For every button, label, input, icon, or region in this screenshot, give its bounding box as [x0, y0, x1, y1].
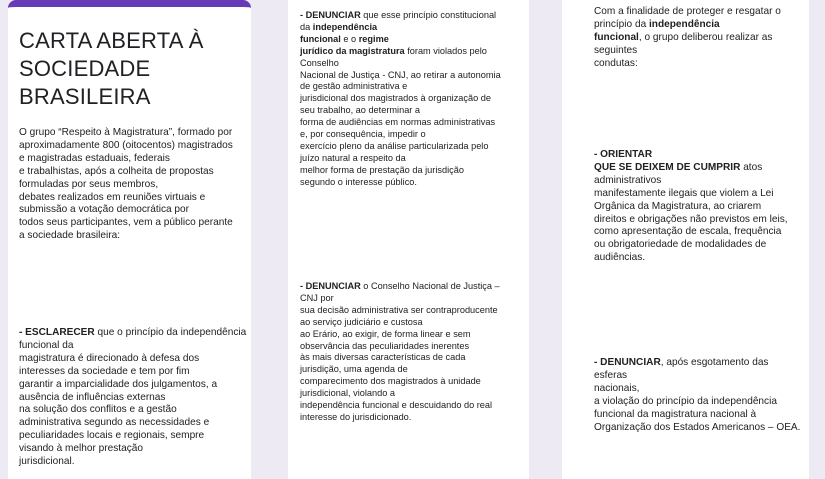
text-line: melhor forma de prestação da jurisdição	[300, 164, 464, 175]
text-line: ao Erário, ao exigir, de forma linear e sem	[300, 328, 471, 339]
bold-keyword: funcional	[594, 31, 639, 43]
text-line	[300, 22, 519, 34]
conduct-intro-paragraph	[594, 6, 799, 71]
text-span: , após esgotamento das esferas	[594, 357, 769, 381]
text-span: que esse princípio constitucional	[360, 10, 497, 20]
text-span: que o princípio da independência	[94, 327, 247, 338]
text-line: observância das peculiaridades inerentes	[300, 340, 470, 351]
denunciar-oea-paragraph	[594, 357, 804, 434]
text-line: ou obrigatoriedade de modalidades de	[594, 239, 767, 251]
text-line: audiências.	[594, 252, 646, 264]
bold-keyword: - ESCLARECER	[19, 327, 95, 338]
text-line: forma de audiências em normas administrativas	[300, 117, 496, 128]
text-line: funcional da	[19, 339, 74, 351]
denunciar-cnj-violation-paragraph	[300, 10, 519, 189]
text-line: interesses da sociedade e tem por fim	[19, 365, 190, 377]
text-line: de gestão administrativa e	[300, 81, 408, 92]
text-line: jurisdicional dos magistrados à organização de	[300, 93, 492, 104]
text-line: administrativa segundo as necessidades e	[19, 417, 210, 429]
text-line: funcional da magistratura nacional à	[594, 408, 757, 420]
text-line: ao serviço judiciário e custosa	[300, 316, 423, 327]
text-line	[594, 19, 799, 32]
bold-keyword: - DENUNCIAR	[300, 10, 361, 20]
text-line: O grupo “Respeito à Magistratura”, formado por	[19, 127, 233, 138]
text-line: manifestamente ilegais que violem a Lei	[594, 187, 774, 199]
text-span: da	[300, 21, 313, 32]
text-line: nacionais,	[594, 382, 640, 394]
text-line: peculiaridades locais e regionais, sempre	[19, 430, 205, 442]
text-line: Orgânica da Magistratura, ao criarem	[594, 200, 762, 212]
text-span: e o	[340, 33, 359, 44]
letter-card-3	[562, 0, 809, 479]
text-span: , o grupo deliberou realizar as seguintes	[594, 31, 773, 56]
text-line: comparecimento dos magistrados à unidade	[300, 376, 481, 387]
text-span: princípio da	[594, 18, 649, 30]
bold-keyword: - DENUNCIAR	[594, 357, 661, 368]
text-line: e trabalhistas, após a colheita de propostas	[19, 165, 214, 177]
title-line: CARTA ABERTA À	[19, 28, 204, 53]
text-span: atos	[740, 161, 763, 173]
text-span: foram violados pelo	[404, 45, 487, 56]
text-span: o Conselho Nacional de Justiça –	[360, 281, 500, 291]
text-line	[594, 32, 799, 58]
text-line: sua decisão administrativa ser contraproducente	[300, 304, 498, 315]
title-line: BRASILEIRA	[19, 84, 151, 109]
text-line: jurisdicional.	[19, 456, 75, 468]
text-line	[300, 281, 525, 293]
text-line: e magistradas estaduais, federais	[19, 152, 170, 164]
text-line	[594, 149, 804, 162]
text-line: juízo natural a respeito da	[300, 152, 406, 163]
letter-card-2	[288, 0, 529, 479]
letter-card-1	[8, 0, 251, 479]
text-line: aproximadamente 800 (oitocentos) magistrados	[19, 139, 233, 151]
text-line: jurisdição, uma agenda de	[300, 364, 408, 375]
bold-keyword: - ORIENTAR	[594, 149, 653, 160]
text-line: direitos e obrigações não previstos em leis,	[594, 213, 788, 225]
denunciar-cnj-decision-paragraph	[300, 281, 525, 424]
text-line	[19, 327, 251, 340]
orientar-paragraph	[594, 149, 804, 265]
text-line: na solução dos conflitos e a gestão	[19, 404, 177, 416]
title-line: SOCIEDADE	[19, 56, 151, 81]
text-line: submissão a votação democrática por	[19, 204, 189, 216]
text-line	[300, 46, 519, 58]
text-line: Organização dos Estados Americanos – OEA.	[594, 421, 801, 433]
text-line: todos seus participantes, vem a público perante	[19, 217, 233, 229]
bold-keyword: - DENUNCIAR	[300, 281, 361, 291]
text-line: Com a finalidade de proteger e resgatar o	[594, 6, 781, 17]
page-title	[19, 27, 241, 111]
text-line: formuladas por seus membros,	[19, 178, 159, 190]
text-line: debates realizados em reuniões virtuais e	[19, 191, 206, 203]
text-line: às mais diversas características de cada	[300, 352, 466, 363]
text-line	[594, 357, 804, 383]
text-line: administrativos	[594, 174, 662, 186]
text-line: condutas:	[594, 57, 638, 69]
text-line: Conselho	[300, 57, 339, 68]
intro-paragraph	[19, 127, 241, 243]
text-line: jurisdicional, violando a	[300, 388, 395, 399]
text-line: a sociedade brasileira:	[19, 230, 120, 242]
bold-keyword: independência	[312, 21, 378, 32]
text-line: garantir a imparcialidade dos julgamentos, a	[19, 378, 218, 390]
bold-keyword: funcional	[300, 33, 341, 44]
text-line: e, por consequência, impedir o	[300, 129, 426, 140]
bold-keyword: regime	[358, 33, 389, 44]
bold-keyword: independência	[649, 18, 720, 30]
text-line	[300, 34, 519, 46]
text-line: interesse do jurisdicionado.	[300, 411, 412, 422]
bold-keyword: jurídico da magistratura	[300, 45, 405, 56]
text-line: visando à melhor prestação	[19, 443, 143, 455]
text-line: CNJ por	[300, 292, 334, 303]
text-line: magistratura é direcionado à defesa dos	[19, 352, 200, 364]
text-line: segundo o interesse público.	[300, 176, 417, 187]
bold-keyword: QUE SE DEIXEM DE CUMPRIR	[594, 161, 741, 173]
text-line: exercício pleno da análise particularizada pelo	[300, 140, 489, 151]
text-line: Nacional de Justiça - CNJ, ao retirar a autonomia	[300, 69, 501, 80]
text-line	[300, 10, 519, 22]
text-line	[594, 162, 804, 175]
text-line: ausência de influências externas	[19, 391, 166, 403]
esclarecer-paragraph	[19, 327, 251, 469]
text-line: seu trabalho, ao determinar a	[300, 105, 421, 116]
text-line: como apresentação de escala, frequência	[594, 226, 782, 238]
text-line: independência funcional e descuidando do real	[300, 400, 493, 411]
text-line: a violação do princípio da independência	[594, 395, 777, 407]
